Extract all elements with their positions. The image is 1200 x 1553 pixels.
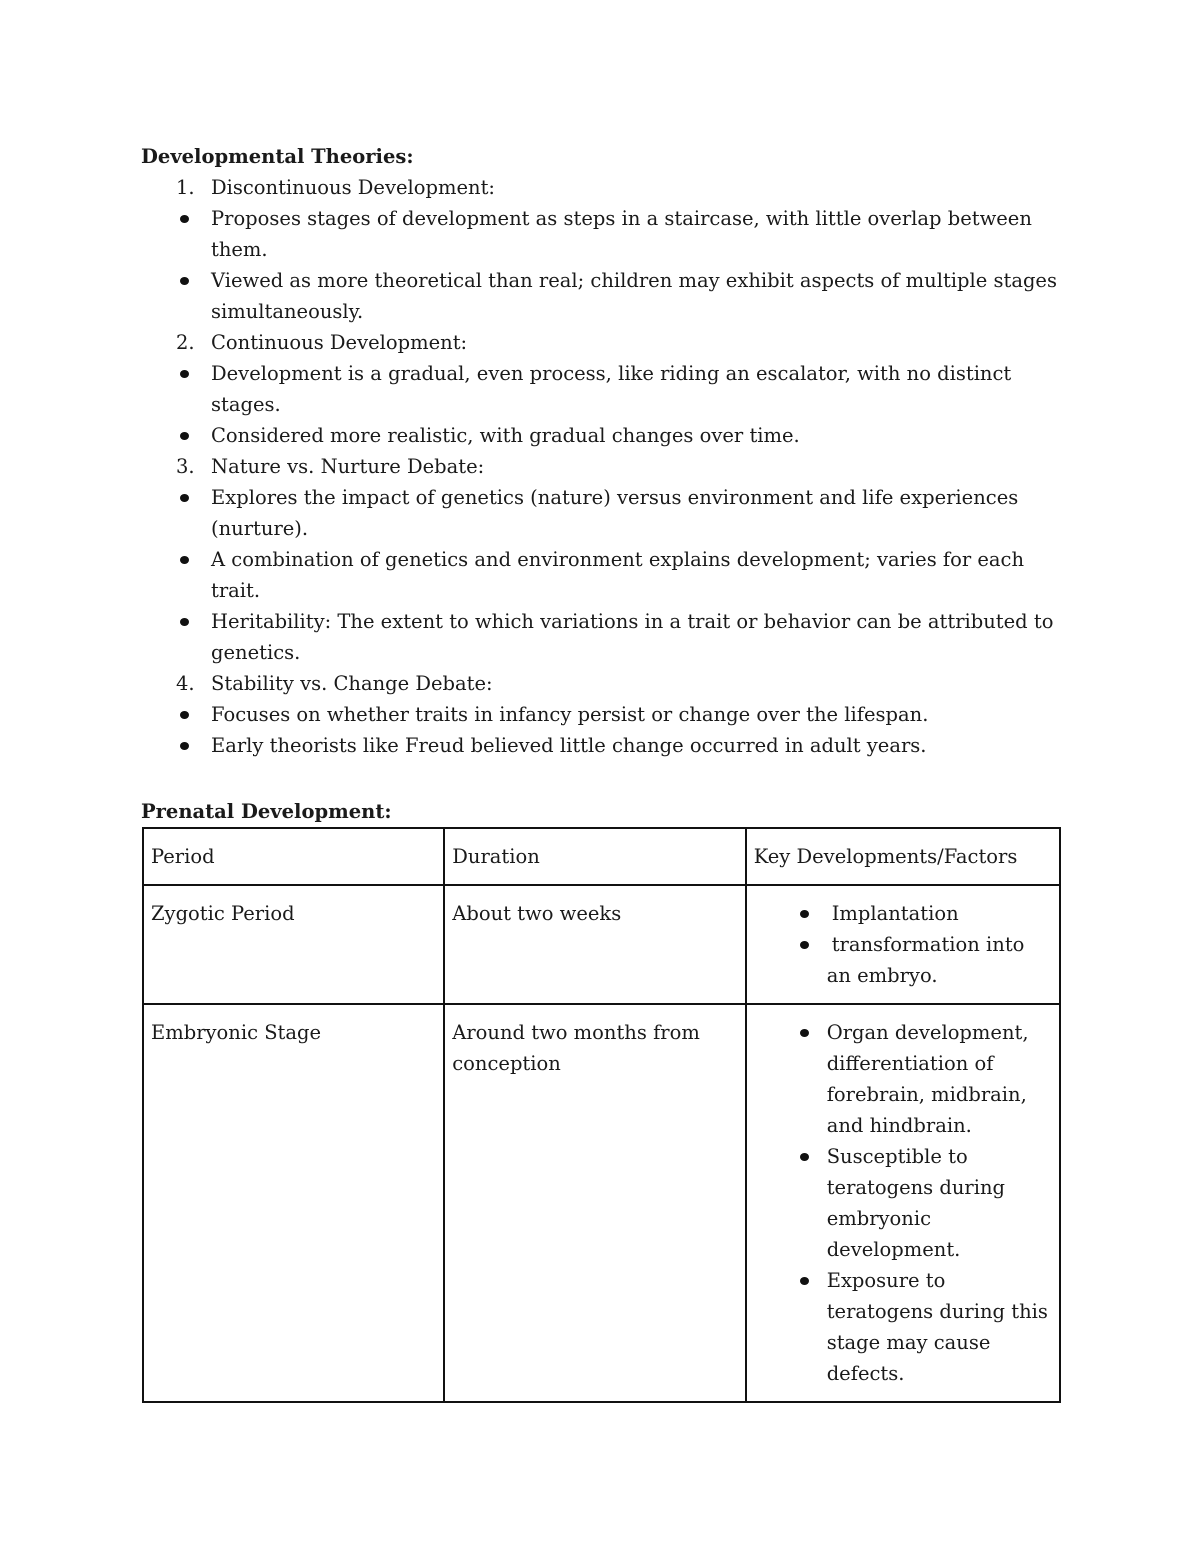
header-period: Period: [143, 828, 444, 885]
theory-label: Discontinuous Development:: [211, 176, 495, 199]
bullet-icon: [140, 606, 211, 637]
header-factors: Key Developments/Factors: [746, 828, 1060, 885]
theory-label: Continuous Development:: [211, 331, 468, 354]
theory-bullet: Explores the impact of genetics (nature) versus environment and life experiences (nurture).: [140, 482, 1061, 544]
factors-list: [754, 1017, 1051, 1389]
factor-item: Susceptible to teratogens during embryonic development.: [754, 1141, 1051, 1265]
factor-item: Exposure to teratogens during this stage may cause defects.: [754, 1265, 1051, 1389]
theory-bullet: Proposes stages of development as steps in a staircase, with little overlap between them.: [140, 203, 1061, 265]
document-page: [141, 141, 1061, 1403]
table-header-row: [143, 828, 1060, 885]
theory-item: [141, 668, 1061, 761]
bullet-icon: [140, 544, 211, 575]
factors-cell: [746, 1004, 1060, 1402]
developmental-theories-heading: Developmental Theories:: [141, 145, 414, 168]
bullet-icon: [140, 730, 211, 761]
theory-number: 2.: [176, 331, 195, 354]
factors-cell: [746, 885, 1060, 1004]
prenatal-development-heading: Prenatal Development:: [141, 800, 392, 823]
theory-bullet: Viewed as more theoretical than real; children may exhibit aspects of multiple stages simultaneously.: [140, 265, 1061, 327]
period-cell: Embryonic Stage: [143, 1004, 444, 1402]
theory-label: Stability vs. Change Debate:: [211, 672, 493, 695]
theory-bullet: Development is a gradual, even process, like riding an escalator, with no distinct stages.: [140, 358, 1061, 420]
theory-bullets: [211, 699, 1061, 761]
bullet-icon: [140, 699, 211, 730]
theory-bullets: [211, 482, 1061, 668]
theory-number: 4.: [176, 672, 195, 695]
duration-cell: About two weeks: [444, 885, 745, 1004]
theory-bullet: Heritability: The extent to which variations in a trait or behavior can be attributed to genetics.: [140, 606, 1061, 668]
bullet-icon: [140, 358, 211, 389]
theory-item: [141, 172, 1061, 327]
theory-number: 3.: [176, 455, 195, 478]
theory-number: 1.: [176, 176, 195, 199]
table-row: [143, 885, 1060, 1004]
theory-bullets: [211, 358, 1061, 451]
theory-label: Nature vs. Nurture Debate:: [211, 455, 485, 478]
bullet-icon: [140, 203, 211, 234]
prenatal-table: [142, 827, 1061, 1403]
table-row: [143, 1004, 1060, 1402]
theory-bullet: Focuses on whether traits in infancy persist or change over the lifespan.: [140, 699, 1061, 730]
theory-bullet: Early theorists like Freud believed little change occurred in adult years.: [140, 730, 1061, 761]
bullet-icon: [140, 482, 211, 513]
header-duration: Duration: [444, 828, 745, 885]
bullet-icon: [140, 265, 211, 296]
factor-item: transformation into an embryo.: [754, 929, 1051, 991]
theory-item: [141, 451, 1061, 668]
theory-item: [141, 327, 1061, 451]
factor-item: Implantation: [754, 898, 1051, 929]
theory-bullets: [211, 203, 1061, 327]
period-cell: Zygotic Period: [143, 885, 444, 1004]
theories-list: [141, 172, 1061, 761]
duration-cell: Around two months from conception: [444, 1004, 745, 1402]
bullet-icon: [140, 420, 211, 451]
theory-bullet: Considered more realistic, with gradual changes over time.: [140, 420, 1061, 451]
factor-item: Organ development, differentiation of forebrain, midbrain, and hindbrain.: [754, 1017, 1051, 1141]
theory-bullet: A combination of genetics and environment explains development; varies for each trait.: [140, 544, 1061, 606]
factors-list: [754, 898, 1051, 991]
